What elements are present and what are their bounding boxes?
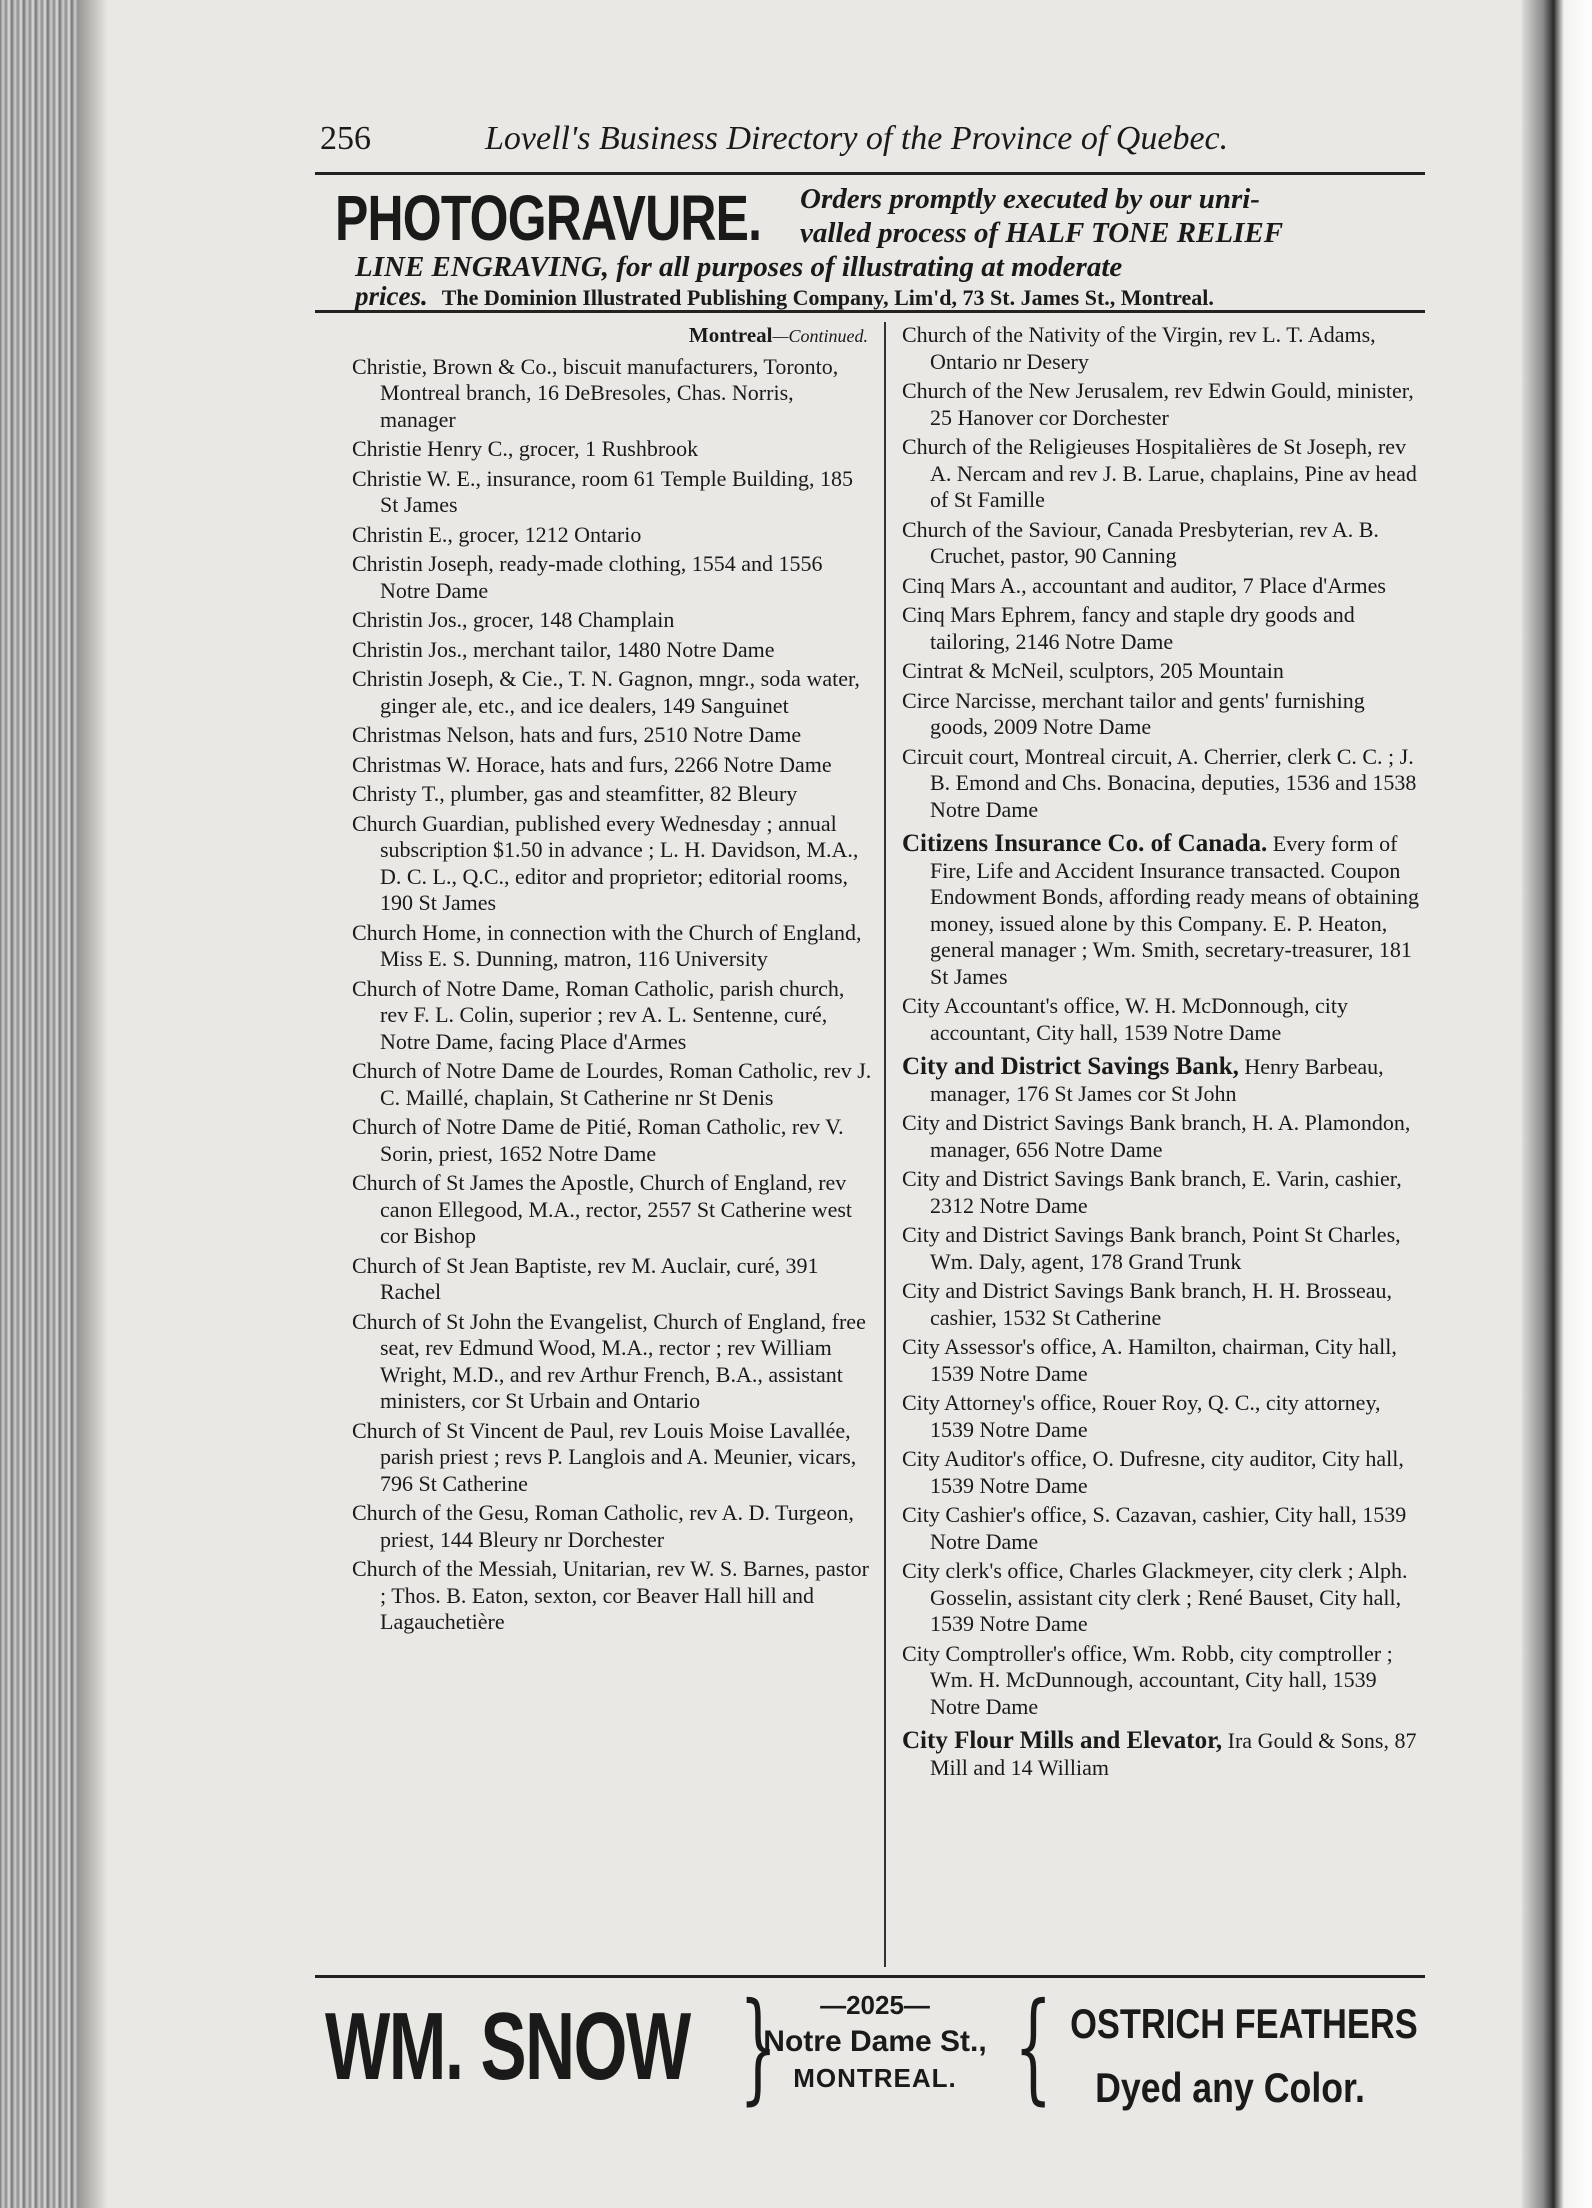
savings-bank-entry (902, 1054, 1422, 1107)
directory-entry: Church of the Nativity of the Virgin, rev L. T. Adams, Ontario nr Desery (902, 322, 1376, 374)
photogravure-heading: PHOTOGRAVURE. (335, 182, 762, 254)
running-title: Lovell's Business Directory of the Province of Quebec. (485, 120, 1229, 157)
directory-entry: Circe Narcisse, merchant tailor and gents' furnishing goods, 2009 Notre Dame (902, 687, 1365, 739)
directory-entry: Christin Jos., merchant tailor, 1480 Notre Dame (352, 636, 775, 662)
ad-line-4 (355, 281, 1214, 312)
snow-street: Notre Dame St., (763, 2025, 987, 2058)
facing-page-edge (1522, 0, 1592, 2208)
directory-entry: Circuit court, Montreal circuit, A. Cherrier, clerk C. C. ; J. B. Emond and Chs. Bonacina, deputies, 1536 and 1538 Notre Dame (902, 743, 1417, 822)
directory-entry: Cintrat & McNeil, sculptors, 205 Mountain (902, 658, 1284, 683)
directory-entry: Christie Henry C., grocer, 1 Rushbrook (352, 436, 699, 461)
photogravure-advertisement (315, 172, 1425, 313)
directory-entry: City and District Savings Bank branch, E. Varin, cashier, 2312 Notre Dame (902, 1166, 1402, 1218)
dyed-any-color-line: Dyed any Color. (1095, 2064, 1365, 2111)
gutter-shadow (78, 0, 108, 2208)
column-divider (884, 322, 886, 1967)
flour-mills-heading: City Flour Mills and Elevator, (902, 1727, 1223, 1754)
wm-snow-advertisement (315, 1975, 1425, 2123)
directory-entry: City Cashier's office, S. Cazavan, cashier, City hall, 1539 Notre Dame (902, 1502, 1407, 1554)
directory-entry: Church of Notre Dame, Roman Catholic, parish church, rev F. L. Colin, superior ; rev A. L. Sentenne, curé, Notre Dame, facing Place d'Armes (352, 975, 845, 1054)
continued-note: —Continued. (772, 326, 868, 346)
flour-mills-text: Ira Gould & Sons, 87 Mill and 14 William (930, 1728, 1417, 1780)
running-head (320, 120, 1420, 170)
snow-city: MONTREAL. (793, 2063, 957, 2093)
directory-entry: Cinq Mars A., accountant and auditor, 7 Place d'Armes (902, 572, 1386, 598)
directory-entry: City and District Savings Bank branch, H. H. Brosseau, cashier, 1532 St Catherine (902, 1278, 1393, 1330)
directory-entry: Church of St Jean Baptiste, rev M. Auclair, curé, 391 Rachel (352, 1252, 819, 1304)
ad-prices: prices. (355, 281, 428, 311)
continued-heading (352, 322, 872, 350)
left-brace-ornament: } (739, 1978, 778, 2117)
right-brace-ornament: { (1014, 1978, 1053, 2117)
directory-entry: Christin Joseph, ready-made clothing, 1554 and 1556 Notre Dame (352, 551, 823, 603)
directory-entry: Church of the Saviour, Canada Presbyterian, rev A. B. Cruchet, pastor, 90 Canning (902, 516, 1379, 568)
continued-city: Montreal (688, 323, 773, 347)
directory-entry: Church of St James the Apostle, Church of England, rev canon Ellegood, M.A., rector, 2557 St Catherine west cor Bishop (352, 1170, 853, 1248)
ostrich-feathers-block (1035, 2000, 1425, 2112)
directory-entry: Church of St John the Evangelist, Church of England, free seat, rev Edmund Wood, M.A., rector ; rev William Wright, M.D., and rev Arthur French, B.A., assistant ministers, cor St Urbain and Ontario (352, 1308, 866, 1413)
wm-snow-name: WM. SNOW (325, 1993, 690, 2100)
page-number: 256 (320, 120, 371, 157)
ostrich-feathers-line: OSTRICH FEATHERS (1070, 2000, 1418, 2047)
directory-entry: City and District Savings Bank branch, H. A. Plamondon, manager, 656 Notre Dame (902, 1110, 1411, 1162)
directory-entry: Church of St Vincent de Paul, rev Louis Moise Lavallée, parish priest ; revs P. Langlois and A. Meunier, vicars, 796 St Catherine (352, 1417, 857, 1496)
directory-entry: Christin E., grocer, 1212 Ontario (352, 521, 642, 547)
directory-entry: City and District Savings Bank branch, Point St Charles, Wm. Daly, agent, 178 Grand Trunk (902, 1222, 1401, 1274)
directory-page (300, 0, 1445, 2208)
ad-line-2: valled process of HALF TONE RELIEF (800, 217, 1284, 249)
directory-entry: Church Guardian, published every Wednesday ; annual subscription $1.50 in advance ; L. H. Davidson, M.A., D. C. L., Q.C., editor and proprietor; editorial rooms, 190 St James (352, 810, 859, 915)
directory-entry: City Attorney's office, Rouer Roy, Q. C., city attorney, 1539 Notre Dame (902, 1390, 1381, 1442)
ad-line-3: LINE ENGRAVING, for all purposes of illustrating at moderate (355, 251, 1123, 283)
directory-entry: Christin Jos., grocer, 148 Champlain (352, 607, 675, 632)
directory-entry: Church of Notre Dame de Lourdes, Roman Catholic, rev J. C. Maillé, chaplain, St Catherine nr St Denis (352, 1058, 872, 1110)
ad-company: The Dominion Illustrated Publishing Company, Lim'd, 73 St. James St., Montreal. (441, 285, 1214, 310)
directory-entry: Church of the Gesu, Roman Catholic, rev A. D. Turgeon, priest, 144 Bleury nr Dorchester (352, 1500, 854, 1552)
savings-bank-heading: City and District Savings Bank, (902, 1053, 1239, 1080)
directory-entry: Cinq Mars Ephrem, fancy and staple dry goods and tailoring, 2146 Notre Dame (902, 602, 1355, 654)
right-column (902, 322, 1422, 1784)
book-binding-edge (0, 0, 78, 2208)
directory-entry: City Comptroller's office, Wm. Robb, city comptroller ; Wm. H. McDunnough, accountant, City hall, 1539 Notre Dame (902, 1640, 1393, 1719)
directory-entry: Church of the New Jerusalem, rev Edwin Gould, minister, 25 Hanover cor Dorchester (902, 378, 1414, 430)
savings-bank-text: Henry Barbeau, manager, 176 St James cor St John (930, 1054, 1384, 1106)
directory-entry: Church of Notre Dame de Pitié, Roman Catholic, rev V. Sorin, priest, 1652 Notre Dame (352, 1114, 844, 1166)
snow-street-number: —2025— (820, 1990, 930, 2020)
citizens-insurance-text: Every form of Fire, Life and Accident Insurance transacted. Coupon Endowment Bonds, affording ready means of obtaining money, issued alone by this Company. E. P. Heaton, general manager ; Wm. Smith, secretary-treasurer, 181 St James (930, 831, 1419, 989)
directory-entry: City Assessor's office, A. Hamilton, chairman, City hall, 1539 Notre Dame (902, 1334, 1397, 1386)
citizens-insurance-heading: Citizens Insurance Co. of Canada. (902, 830, 1268, 857)
left-column (352, 322, 872, 1639)
flour-mills-entry (902, 1728, 1422, 1781)
directory-entry: Christin Joseph, & Cie., T. N. Gagnon, mngr., soda water, ginger ale, etc., and ice dealers, 149 Sanguinet (352, 666, 860, 718)
directory-entry: Christy T., plumber, gas and steamfitter, 82 Bleury (352, 781, 798, 806)
directory-entry: Church of the Religieuses Hospitalières de St Joseph, rev A. Nercam and rev J. B. Larue, chaplains, Pine av head of St Famille (902, 434, 1417, 512)
directory-entry: Christmas Nelson, hats and furs, 2510 Notre Dame (352, 722, 802, 747)
directory-entry: City clerk's office, Charles Glackmeyer, city clerk ; Alph. Gosselin, assistant city clerk ; René Bauset, City hall, 1539 Notre Dame (902, 1558, 1408, 1636)
directory-entry: Church Home, in connection with the Church of England, Miss E. S. Dunning, matron, 116 University (352, 919, 862, 971)
directory-entry: City Auditor's office, O. Dufresne, city auditor, City hall, 1539 Notre Dame (902, 1446, 1404, 1498)
directory-entry: City Accountant's office, W. H. McDonnough, city accountant, City hall, 1539 Notre Dame (902, 993, 1348, 1045)
citizens-insurance-entry (902, 831, 1422, 990)
directory-entry: Christie, Brown & Co., biscuit manufacturers, Toronto, Montreal branch, 16 DeBresoles, Chas. Norris, manager (352, 353, 839, 432)
snow-address (755, 1990, 995, 2094)
directory-entry: Christie W. E., insurance, room 61 Temple Building, 185 St James (352, 465, 853, 517)
directory-entry: Christmas W. Horace, hats and furs, 2266 Notre Dame (352, 751, 832, 777)
ad-line-1: Orders promptly executed by our unri- (800, 183, 1260, 215)
directory-entry: Church of the Messiah, Unitarian, rev W. S. Barnes, pastor ; Thos. B. Eaton, sexton, cor Beaver Hall hill and Lagauchetière (352, 1556, 869, 1634)
